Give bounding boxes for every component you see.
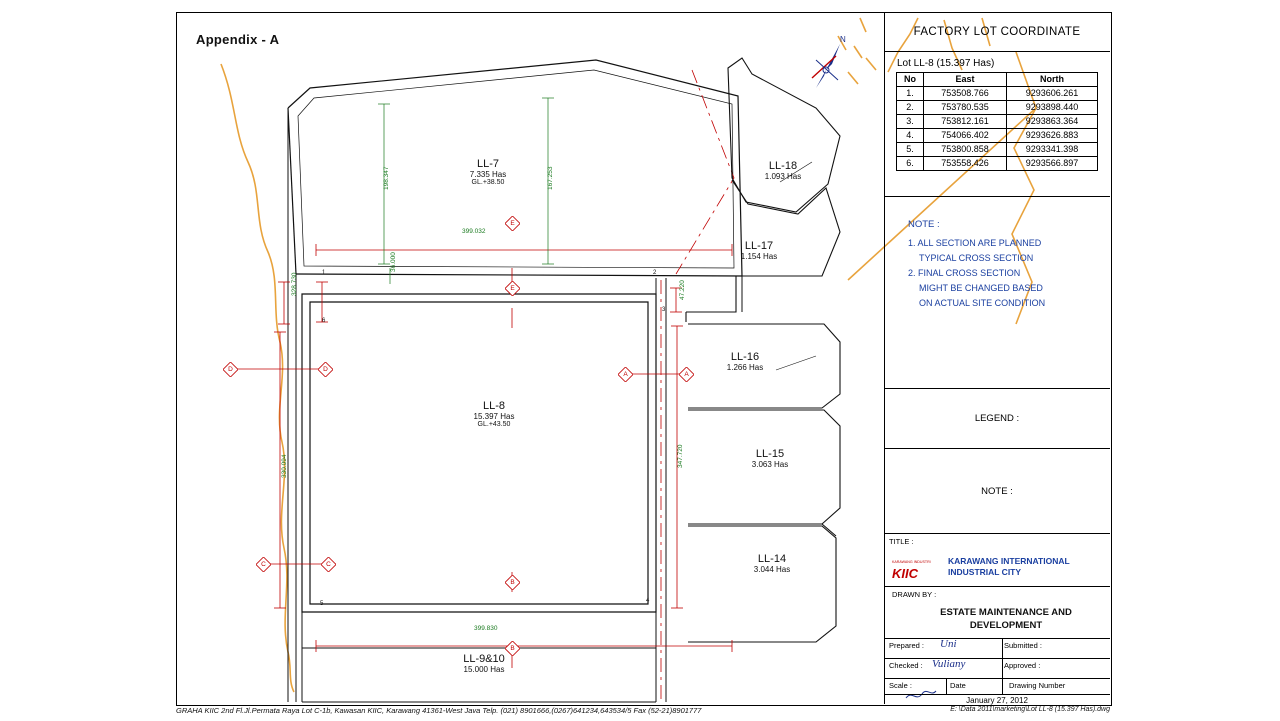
lot-name: LL-16 <box>730 351 760 363</box>
lot-area: 3.044 Has <box>753 565 791 574</box>
table-row <box>897 129 1098 143</box>
cell-north: 9293341.398 <box>1007 143 1098 157</box>
lot-label-ll-9-10 <box>434 653 534 674</box>
coordinate-table <box>896 72 1098 171</box>
section-mark-label: C <box>326 561 331 568</box>
dimension-text: 36.000 <box>390 252 397 272</box>
lot-label-ll-14 <box>722 553 822 574</box>
column-header-north: North <box>1007 73 1098 87</box>
drawn-by-label: DRAWN BY : <box>892 590 937 599</box>
section-mark-e1 <box>505 216 520 231</box>
lot-name: LL-9&10 <box>463 653 505 665</box>
prepared-signature: Uni <box>940 638 957 650</box>
coordinate-subtitle: Lot LL-8 (15.397 Has) <box>897 58 995 69</box>
section-mark-c1 <box>256 557 271 572</box>
checked-label: Checked : <box>889 661 923 670</box>
point-number: 3 <box>662 307 666 313</box>
section-mark-c2 <box>321 557 336 572</box>
table-header-row <box>897 73 1098 87</box>
dimension-text: 328.730 <box>291 272 298 296</box>
title-label: TITLE : <box>889 537 914 546</box>
lot-label-ll-17 <box>709 240 809 261</box>
column-header-east: East <box>924 73 1007 87</box>
svg-text:KIIC: KIIC <box>892 566 918 581</box>
dimension-text: 399.032 <box>462 228 486 235</box>
note-panel <box>884 197 1110 389</box>
svg-text:N: N <box>840 35 846 44</box>
company-line-1: KARAWANG INTERNATIONAL <box>948 556 1070 566</box>
lot-name: LL-18 <box>768 160 798 172</box>
legend-panel: LEGEND : <box>884 389 1110 449</box>
note-line: TYPICAL CROSS SECTION <box>919 253 1034 263</box>
cell-north: 9293863.364 <box>1007 115 1098 129</box>
section-mark-label: D <box>228 366 233 373</box>
note-line: 1. ALL SECTION ARE PLANNED <box>908 238 1042 248</box>
section-mark-a1 <box>618 367 633 382</box>
lot-label-ll-16 <box>695 351 795 372</box>
checked-signature: Vuliany <box>932 658 966 670</box>
section-mark-d1 <box>223 362 238 377</box>
dimension-text: 47.220 <box>679 280 686 300</box>
scale-label: Scale : <box>889 681 912 690</box>
section-mark-b1 <box>505 575 520 590</box>
divider <box>884 638 1110 639</box>
footer-filepath: E: \Data 2011\marketing\Lot LL-8 (15.397 Has).dwg <box>950 706 1110 713</box>
lot-label-ll-7 <box>438 158 538 186</box>
note-line: MIGHT BE CHANGED BASED <box>919 283 1043 293</box>
cell-east: 753780.535 <box>924 101 1007 115</box>
lot-name: LL-14 <box>757 553 787 565</box>
section-mark-label: A <box>623 371 628 378</box>
table-row <box>897 87 1098 101</box>
footer-address: GRAHA KIIC 2nd Fl.Jl.Permata Raya Lot C-1b, Kawasan KIIC, Karawang 41361-West Java Telp. (021) 8901666,(0267)641234,643534/5 Fax (52-21)8901777 <box>176 706 702 715</box>
appendix-label: Appendix - A <box>196 32 280 47</box>
note-line: ON ACTUAL SITE CONDITION <box>919 298 1046 308</box>
lot-ground-level: GL.+43.50 <box>477 421 511 428</box>
table-row <box>897 101 1098 115</box>
cell-east: 753812.161 <box>924 115 1007 129</box>
drawing-number-label: Drawing Number <box>1009 681 1066 690</box>
cell-no: 3. <box>897 115 924 129</box>
column-header-no: No <box>897 73 924 87</box>
cell-no: 2. <box>897 101 924 115</box>
note-heading: NOTE : <box>908 219 940 230</box>
section-mark-label: C <box>261 561 266 568</box>
lot-area: 1.154 Has <box>740 252 778 261</box>
note-panel-2: NOTE : <box>884 449 1110 534</box>
svg-text:KARAWANG INDUSTRI: KARAWANG INDUSTRI <box>892 560 931 564</box>
divider <box>1002 638 1003 694</box>
section-mark-label: E <box>510 285 515 292</box>
cell-north: 9293898.440 <box>1007 101 1098 115</box>
section-mark-label: D <box>323 366 328 373</box>
cell-no: 5. <box>897 143 924 157</box>
point-number: 5 <box>320 601 324 607</box>
lot-area: 15.397 Has <box>473 412 515 421</box>
company-name <box>948 556 1070 578</box>
table-row <box>897 143 1098 157</box>
dimension-text: 347.720 <box>677 444 684 468</box>
dimension-text: 330.094 <box>281 454 288 478</box>
cell-no: 4. <box>897 129 924 143</box>
lot-name: LL-7 <box>476 158 500 170</box>
coordinate-panel-title: FACTORY LOT COORDINATE <box>884 12 1110 52</box>
section-mark-d2 <box>318 362 333 377</box>
company-line-2: INDUSTRIAL CITY <box>948 567 1022 577</box>
lot-area: 15.000 Has <box>463 665 505 674</box>
lot-name: LL-17 <box>744 240 774 252</box>
point-number: 4 <box>646 598 650 604</box>
section-mark-b2 <box>505 641 520 656</box>
cell-no: 1. <box>897 87 924 101</box>
table-row <box>897 115 1098 129</box>
lot-area: 3.063 Has <box>751 460 789 469</box>
kiic-logo <box>892 556 944 582</box>
cell-east: 753508.766 <box>924 87 1007 101</box>
lot-label-ll-18 <box>733 160 833 181</box>
lot-label-ll-15 <box>720 448 820 469</box>
point-number: 1 <box>322 270 326 276</box>
point-number: 6 <box>322 318 326 324</box>
cell-north: 9293566.897 <box>1007 157 1098 171</box>
date-value: January 27, 2012 <box>966 696 1028 705</box>
department-line-1: ESTATE MAINTENANCE AND <box>940 607 1072 618</box>
cell-no: 6. <box>897 157 924 171</box>
lot-label-ll-8 <box>444 400 544 428</box>
section-mark-label: E <box>510 220 515 227</box>
note-line: 2. FINAL CROSS SECTION <box>908 268 1021 278</box>
cell-east: 753558.426 <box>924 157 1007 171</box>
section-mark-e2 <box>505 281 520 296</box>
section-mark-label: B <box>510 579 515 586</box>
approved-label: Approved : <box>1004 661 1041 670</box>
dimension-text: 167.253 <box>547 166 554 190</box>
submitted-label: Submitted : <box>1004 641 1042 650</box>
lot-area: 1.093 Has <box>764 172 802 181</box>
cell-east: 754066.402 <box>924 129 1007 143</box>
lot-name: LL-8 <box>482 400 506 412</box>
lot-ground-level: GL.+38.50 <box>471 179 505 186</box>
date-label: Date <box>950 681 966 690</box>
section-mark-label: A <box>684 371 689 378</box>
divider <box>884 678 1110 679</box>
section-mark-label: B <box>510 645 515 652</box>
lot-area: 1.266 Has <box>726 363 764 372</box>
footer <box>176 706 1110 715</box>
title-block <box>884 534 1110 704</box>
department-line-2: DEVELOPMENT <box>969 620 1043 631</box>
cell-east: 753800.858 <box>924 143 1007 157</box>
prepared-label: Prepared : <box>889 641 925 650</box>
divider <box>884 694 1110 695</box>
dimension-text: 399.830 <box>474 625 498 632</box>
department <box>906 606 1106 632</box>
divider <box>946 678 947 694</box>
lot-name: LL-15 <box>755 448 785 460</box>
section-mark-a2 <box>679 367 694 382</box>
table-row <box>897 157 1098 171</box>
cell-north: 9293606.261 <box>1007 87 1098 101</box>
point-number: 2 <box>653 270 657 276</box>
coordinate-panel <box>884 52 1110 197</box>
divider <box>884 658 1110 659</box>
divider <box>884 586 1110 587</box>
cell-north: 9293626.883 <box>1007 129 1098 143</box>
lot-area: 7.335 Has <box>469 170 507 179</box>
dimension-text: 198.347 <box>383 166 390 190</box>
